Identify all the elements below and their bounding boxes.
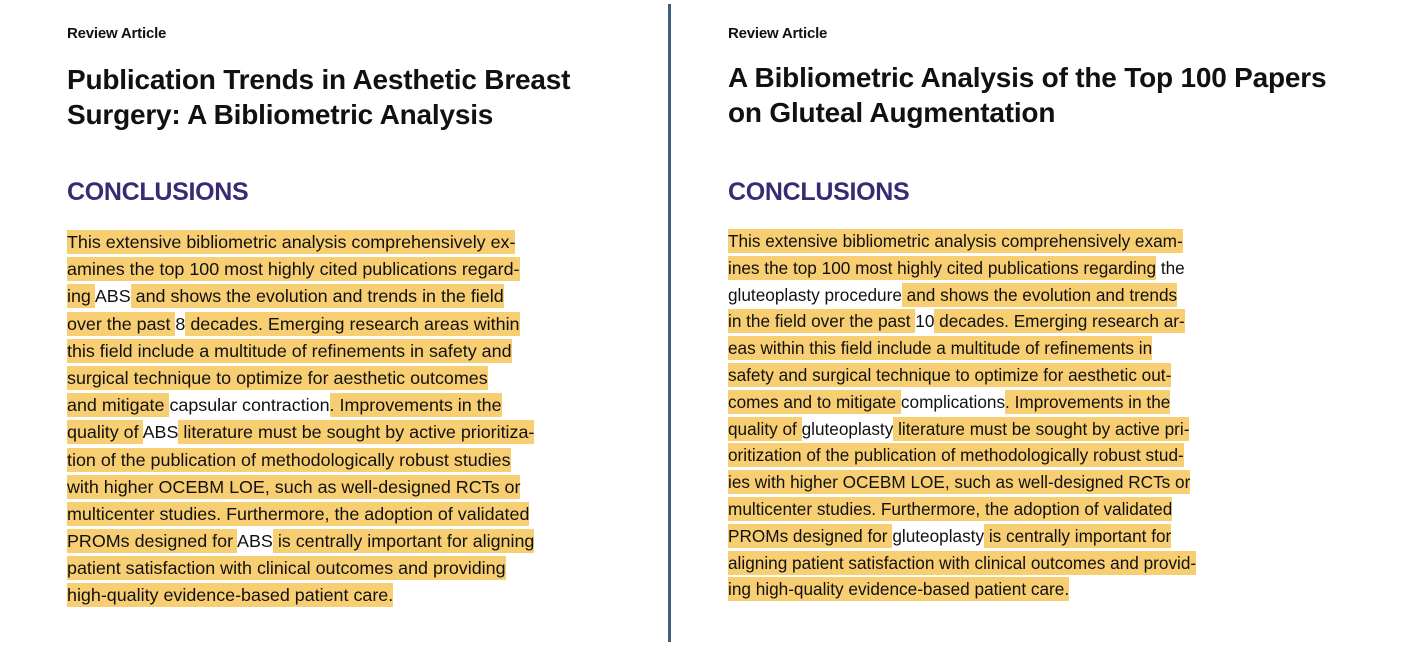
paragraph-line: [67, 256, 534, 283]
highlighted-text: PROMs designed for: [67, 531, 238, 552]
highlighted-text: decades. Emerging research ar-: [934, 311, 1185, 332]
highlighted-text: . Improvements in the: [1005, 391, 1171, 412]
highlighted-text: comes and to mitigate: [728, 391, 901, 412]
paragraph-line: [728, 389, 1196, 416]
highlighted-text: safety and surgical technique to optimize for aesthetic out-: [728, 364, 1172, 385]
article-type-label: Review Article: [67, 25, 167, 42]
article-type-label: Review Article: [728, 25, 828, 42]
section-heading-conclusions: CONCLUSIONS: [67, 178, 249, 206]
highlighted-text: literature must be sought by active pri-: [893, 418, 1190, 439]
paragraph-line: [67, 555, 534, 582]
highlighted-text: ing: [67, 286, 95, 307]
highlighted-text: ies with higher OCEBM LOE, such as well-designed RCTs or: [728, 472, 1191, 493]
article-title-line: A Bibliometric Analysis of the Top 100 Papers: [728, 62, 1327, 93]
paragraph-line: [67, 501, 534, 528]
paragraph-line: [728, 362, 1196, 389]
highlighted-text: is centrally important for: [984, 525, 1172, 546]
highlighted-text: and shows the evolution and trends in the field: [130, 286, 504, 307]
paragraph-line: [67, 582, 534, 609]
highlighted-text: high-quality evidence-based patient care.: [67, 585, 394, 606]
highlighted-text: is centrally important for aligning: [272, 531, 535, 552]
highlighted-text: and shows the evolution and trends: [901, 284, 1178, 305]
highlighted-text: tion of the publication of methodologically robust studies: [67, 449, 511, 470]
highlighted-text: eas within this field include a multitude of refinements in: [728, 338, 1153, 359]
unhighlighted-term: 10: [915, 311, 935, 332]
unhighlighted-term: the: [1156, 257, 1185, 278]
highlighted-text: surgical technique to optimize for aesthetic outcomes: [67, 367, 488, 388]
paragraph-line: [67, 365, 534, 392]
highlighted-text: in the field over the past: [728, 311, 916, 332]
article-title-line: on Gluteal Augmentation: [728, 97, 1056, 128]
right-article-panel: [672, 0, 1418, 662]
unhighlighted-term: complications: [900, 391, 1006, 412]
unhighlighted-term: gluteoplasty procedure: [728, 284, 902, 305]
highlighted-text: this field include a multitude of refinements in safety and: [67, 340, 512, 361]
paragraph-line: [67, 229, 534, 256]
highlighted-text: amines the top 100 most highly cited publications regard-: [67, 259, 520, 280]
unhighlighted-term: capsular contraction: [169, 395, 330, 416]
paragraph-line: [728, 308, 1196, 335]
unhighlighted-term: 8: [175, 313, 186, 334]
highlighted-text: with higher OCEBM LOE, such as well-designed RCTs or: [67, 476, 521, 497]
paragraph-line: [728, 469, 1196, 496]
highlighted-text: over the past: [67, 313, 176, 334]
conclusions-paragraph: [728, 228, 1196, 603]
highlighted-text: ines the top 100 most highly cited publications regarding: [728, 257, 1157, 278]
highlighted-text: patient satisfaction with clinical outcomes and providing: [67, 558, 506, 579]
highlighted-text: multicenter studies. Furthermore, the adoption of validated: [728, 498, 1173, 519]
paragraph-line: [728, 496, 1196, 523]
paragraph-line: [67, 392, 534, 419]
paragraph-line: [728, 442, 1196, 469]
paragraph-line: [67, 419, 534, 446]
highlighted-text: This extensive bibliometric analysis comprehensively exam-: [728, 231, 1183, 251]
paragraph-line: [728, 550, 1196, 577]
paragraph-line: [67, 283, 534, 310]
highlighted-text: . Improvements in the: [329, 395, 502, 416]
highlighted-text: PROMs designed for: [728, 525, 893, 546]
paragraph-line: [728, 416, 1196, 443]
paragraph-line: [728, 523, 1196, 550]
article-title-line: Surgery: A Bibliometric Analysis: [67, 99, 494, 130]
unhighlighted-term: gluteoplasty: [892, 525, 985, 546]
highlighted-text: and mitigate: [67, 395, 170, 416]
left-article-panel: [0, 0, 668, 662]
paragraph-line: [728, 576, 1196, 603]
article-title-line: Publication Trends in Aesthetic Breast: [67, 64, 571, 95]
highlighted-text: ing high-quality evidence-based patient care.: [728, 579, 1070, 600]
unhighlighted-term: ABS: [142, 422, 179, 443]
highlighted-text: multicenter studies. Furthermore, the adoption of validated: [67, 503, 530, 524]
article-title: [728, 60, 1326, 130]
conclusions-paragraph: [67, 229, 534, 610]
article-title: [67, 62, 570, 132]
paragraph-line: [67, 311, 534, 338]
section-heading-conclusions: CONCLUSIONS: [728, 178, 910, 206]
highlighted-text: aligning patient satisfaction with clinical outcomes and provid-: [728, 552, 1197, 573]
highlighted-text: literature must be sought by active prioritiza-: [178, 422, 535, 443]
highlighted-text: quality of: [728, 418, 802, 439]
highlighted-text: oritization of the publication of methodologically robust stud-: [728, 445, 1184, 466]
column-divider: [668, 4, 671, 642]
paragraph-line: [67, 447, 534, 474]
paragraph-line: [67, 338, 534, 365]
unhighlighted-term: gluteoplasty: [801, 418, 894, 439]
highlighted-text: decades. Emerging research areas within: [185, 313, 520, 334]
paragraph-line: [67, 474, 534, 501]
paragraph-line: [728, 255, 1196, 282]
highlighted-text: This extensive bibliometric analysis comprehensively ex-: [67, 232, 516, 252]
paragraph-line: [728, 282, 1196, 309]
paragraph-line: [67, 528, 534, 555]
unhighlighted-term: ABS: [237, 531, 273, 552]
paragraph-line: [728, 228, 1196, 255]
unhighlighted-term: ABS: [94, 286, 131, 307]
paragraph-line: [728, 335, 1196, 362]
highlighted-text: quality of: [67, 422, 143, 443]
